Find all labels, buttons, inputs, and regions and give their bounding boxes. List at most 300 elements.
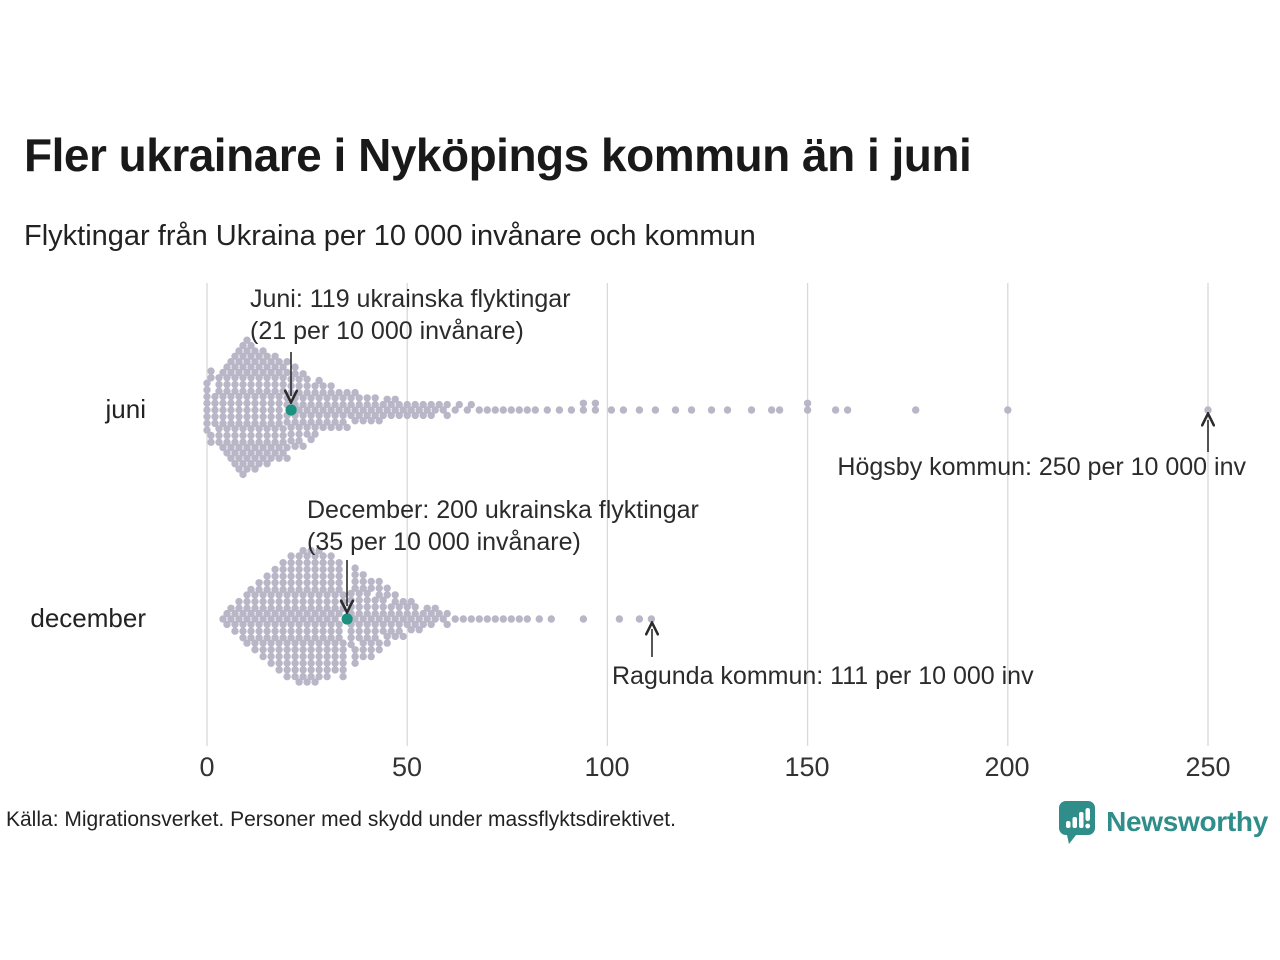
municipality-dot (271, 572, 278, 579)
municipality-dot (283, 653, 290, 660)
municipality-dot (255, 579, 262, 586)
municipality-dot (295, 579, 302, 586)
municipality-dot (311, 579, 318, 586)
municipality-dot (339, 639, 346, 646)
municipality-dot (380, 603, 387, 610)
municipality-dot (327, 572, 334, 579)
municipality-dot (444, 621, 451, 628)
municipality-dot (844, 406, 851, 413)
municipality-dot (456, 401, 463, 408)
municipality-dot (219, 413, 226, 420)
municipality-dot (319, 572, 326, 579)
municipality-dot (299, 653, 306, 660)
municipality-dot (263, 432, 270, 439)
municipality-dot (347, 597, 354, 604)
municipality-dot (556, 406, 563, 413)
municipality-dot (311, 566, 318, 573)
municipality-dot (636, 406, 643, 413)
municipality-dot (299, 666, 306, 673)
municipality-dot (267, 660, 274, 667)
municipality-dot (259, 413, 266, 420)
municipality-dot (287, 627, 294, 634)
municipality-dot (307, 666, 314, 673)
municipality-dot (356, 394, 363, 401)
municipality-dot (368, 578, 375, 585)
municipality-dot (444, 401, 451, 408)
page-title: Fler ukrainare i Nyköpings kommun än i juni (24, 129, 972, 181)
logo-bar-1 (1066, 821, 1071, 828)
municipality-dot (832, 406, 839, 413)
municipality-dot (311, 430, 318, 437)
municipality-dot (203, 393, 210, 400)
municipality-dot (339, 605, 346, 612)
municipality-dot (275, 406, 282, 413)
municipality-dot (351, 660, 358, 667)
municipality-dot (335, 579, 342, 586)
page-subtitle: Flyktingar från Ukraina per 10 000 invånare och kommun (24, 220, 756, 252)
december-annotation-line1: December: 200 ukrainska flyktingar (307, 496, 699, 524)
municipality-dot (360, 646, 367, 653)
municipality-dot (271, 627, 278, 634)
municipality-dot (331, 653, 338, 660)
municipality-dot (327, 559, 334, 566)
municipality-dot (368, 653, 375, 660)
municipality-dot (580, 400, 587, 407)
municipality-dot (279, 432, 286, 439)
municipality-dot (444, 412, 451, 419)
municipality-dot (203, 406, 210, 413)
municipality-dot (636, 615, 643, 622)
row-label-december: december (30, 603, 146, 633)
municipality-dot (211, 413, 218, 420)
municipality-dot (267, 653, 274, 660)
municipality-dot (295, 572, 302, 579)
municipality-dot (311, 572, 318, 579)
municipality-dot (291, 660, 298, 667)
logo-bar-3 (1079, 812, 1084, 828)
municipality-dot (327, 382, 334, 389)
municipality-dot (331, 646, 338, 653)
municipality-dot (279, 572, 286, 579)
municipality-dot (307, 598, 314, 605)
municipality-dot (323, 653, 330, 660)
municipality-dot (283, 660, 290, 667)
municipality-dot (227, 413, 234, 420)
municipality-dot (299, 660, 306, 667)
municipality-dot (776, 406, 783, 413)
municipality-dot (259, 598, 266, 605)
municipality-dot (351, 564, 358, 571)
municipality-dot (804, 406, 811, 413)
municipality-dot (351, 653, 358, 660)
municipality-dot (287, 579, 294, 586)
municipality-dot (492, 406, 499, 413)
municipality-dot (335, 566, 342, 573)
municipality-dot (215, 381, 222, 388)
municipality-dot (303, 572, 310, 579)
municipality-dot (335, 621, 342, 628)
municipality-dot (279, 381, 286, 388)
municipality-dot (307, 653, 314, 660)
municipality-dot (291, 363, 298, 370)
municipality-dot (315, 653, 322, 660)
municipality-dot (295, 627, 302, 634)
municipality-dot (283, 673, 290, 680)
municipality-dot (275, 413, 282, 420)
municipality-dot (339, 653, 346, 660)
municipality-dot (331, 666, 338, 673)
municipality-dot (299, 646, 306, 653)
municipality-dot (239, 627, 246, 634)
municipality-dot (1004, 406, 1011, 413)
municipality-dot (271, 566, 278, 573)
municipality-dot (307, 646, 314, 653)
municipality-dot (492, 615, 499, 622)
municipality-dot (616, 615, 623, 622)
municipality-dot (372, 603, 379, 610)
municipality-dot (327, 627, 334, 634)
municipality-dot (295, 382, 302, 389)
municipality-dot (376, 639, 383, 646)
municipality-dot (267, 406, 274, 413)
municipality-dot (203, 400, 210, 407)
municipality-dot (207, 439, 214, 446)
municipality-dot (347, 634, 354, 641)
municipality-dot (287, 559, 294, 566)
municipality-dot (247, 432, 254, 439)
municipality-dot (203, 420, 210, 427)
municipality-dot (444, 610, 451, 617)
municipality-dot (648, 615, 655, 622)
municipality-dot (315, 673, 322, 680)
municipality-dot (207, 367, 214, 374)
municipality-dot (267, 598, 274, 605)
municipality-dot (327, 566, 334, 573)
municipality-dot (279, 627, 286, 634)
december-annotation-line2: (35 per 10 000 invånare) (307, 528, 581, 556)
municipality-dot (315, 660, 322, 667)
municipality-dot (287, 430, 294, 437)
logo-bar-2 (1073, 817, 1078, 828)
municipality-dot (339, 591, 346, 598)
row-label-juni: juni (105, 394, 146, 424)
municipality-dot (331, 660, 338, 667)
municipality-dot (508, 615, 515, 622)
municipality-dot (295, 566, 302, 573)
municipality-dot (347, 627, 354, 634)
municipality-dot (351, 578, 358, 585)
municipality-dot (311, 559, 318, 566)
municipality-dot (271, 579, 278, 586)
municipality-dot (516, 406, 523, 413)
municipality-dot (243, 598, 250, 605)
municipality-dot (211, 406, 218, 413)
municipality-dot (608, 406, 615, 413)
municipality-dot (315, 598, 322, 605)
municipality-dot (364, 603, 371, 610)
municipality-dot (412, 603, 419, 610)
municipality-dot (804, 400, 811, 407)
municipality-dot (251, 413, 258, 420)
municipality-dot (500, 615, 507, 622)
municipality-dot (251, 598, 258, 605)
municipality-dot (303, 566, 310, 573)
municipality-dot (331, 598, 338, 605)
municipality-dot (275, 646, 282, 653)
municipality-dot (303, 376, 310, 383)
hogsby-annotation: Högsby kommun: 250 per 10 000 inv (837, 453, 1246, 481)
municipality-dot (364, 597, 371, 604)
municipality-dot (688, 406, 695, 413)
municipality-dot (548, 615, 555, 622)
municipality-dot (279, 559, 286, 566)
municipality-dot (912, 406, 919, 413)
municipality-dot (303, 559, 310, 566)
municipality-dot (335, 627, 342, 634)
municipality-dot (291, 653, 298, 660)
municipality-dot (476, 406, 483, 413)
municipality-dot (283, 444, 290, 451)
municipality-dot (400, 633, 407, 640)
municipality-dot (748, 406, 755, 413)
municipality-dot (620, 406, 627, 413)
municipality-dot (295, 430, 302, 437)
logo-exclamation (1086, 808, 1091, 821)
municipality-dot (335, 572, 342, 579)
municipality-dot (376, 578, 383, 585)
municipality-dot (283, 369, 290, 376)
municipality-dot (468, 615, 475, 622)
municipality-dot (271, 432, 278, 439)
municipality-dot (251, 406, 258, 413)
municipality-dot (251, 646, 258, 653)
municipality-dot (580, 406, 587, 413)
municipality-dot (708, 406, 715, 413)
municipality-dot (287, 566, 294, 573)
municipality-dot (203, 386, 210, 393)
municipality-dot (508, 406, 515, 413)
municipality-dot (231, 381, 238, 388)
municipality-dot (319, 566, 326, 573)
municipality-dot (279, 579, 286, 586)
municipality-dot (303, 579, 310, 586)
municipality-dot (360, 571, 367, 578)
municipality-dot (347, 603, 354, 610)
municipality-dot (219, 400, 226, 407)
municipality-dot (360, 653, 367, 660)
municipality-dot (203, 413, 210, 420)
municipality-dot (724, 406, 731, 413)
municipality-dot (315, 666, 322, 673)
municipality-dot (356, 627, 363, 634)
municipality-dot (243, 413, 250, 420)
municipality-dot (259, 653, 266, 660)
municipality-dot (339, 673, 346, 680)
municipality-dot (384, 639, 391, 646)
municipality-dot (235, 406, 242, 413)
municipality-dot (255, 381, 262, 388)
municipality-dot (460, 615, 467, 622)
municipality-dot (259, 406, 266, 413)
municipality-dot (239, 381, 246, 388)
municipality-dot (251, 400, 258, 407)
municipality-dot (295, 559, 302, 566)
municipality-dot (287, 552, 294, 559)
municipality-dot (283, 358, 290, 365)
municipality-dot (376, 585, 383, 592)
municipality-dot (339, 646, 346, 653)
ragunda-annotation: Ragunda kommun: 111 per 10 000 inv (612, 662, 1034, 690)
municipality-dot (323, 673, 330, 680)
municipality-dot (319, 627, 326, 634)
municipality-dot (351, 571, 358, 578)
municipality-dot (368, 646, 375, 653)
municipality-dot (255, 627, 262, 634)
municipality-dot (476, 615, 483, 622)
municipality-dot (279, 425, 286, 432)
municipality-dot (384, 585, 391, 592)
municipality-dot (364, 627, 371, 634)
municipality-dot (235, 400, 242, 407)
municipality-dot (267, 646, 274, 653)
municipality-dot (259, 400, 266, 407)
juni-annotation-line1: Juni: 119 ukrainska flyktingar (250, 285, 571, 313)
municipality-dot (568, 406, 575, 413)
newsworthy-logo[interactable] (1057, 799, 1268, 845)
municipality-dot (323, 660, 330, 667)
x-tick-label-50: 50 (391, 752, 423, 782)
municipality-dot (271, 381, 278, 388)
juni-highlight-dot (285, 404, 296, 415)
municipality-dot (243, 406, 250, 413)
municipality-dot (364, 394, 371, 401)
municipality-dot (235, 413, 242, 420)
municipality-dot (287, 572, 294, 579)
municipality-dot (544, 406, 551, 413)
municipality-dot (768, 406, 775, 413)
municipality-dot (484, 406, 491, 413)
municipality-dot (672, 406, 679, 413)
municipality-dot (231, 627, 238, 634)
source-note: Källa: Migrationsverket. Personer med skydd under massflyktsdirektivet. (6, 808, 676, 831)
newsworthy-logo-icon (1057, 799, 1097, 845)
municipality-dot (592, 400, 599, 407)
municipality-dot (283, 666, 290, 673)
municipality-dot (291, 646, 298, 653)
municipality-dot (299, 598, 306, 605)
municipality-dot (368, 585, 375, 592)
municipality-dot (319, 579, 326, 586)
municipality-dot (376, 646, 383, 653)
municipality-dot (275, 666, 282, 673)
municipality-dot (360, 578, 367, 585)
municipality-dot (356, 603, 363, 610)
municipality-dot (392, 591, 399, 598)
municipality-dot (592, 406, 599, 413)
municipality-dot (275, 598, 282, 605)
municipality-dot (275, 660, 282, 667)
municipality-dot (516, 615, 523, 622)
municipality-dot (247, 627, 254, 634)
municipality-dot (283, 646, 290, 653)
municipality-dot (283, 455, 290, 462)
municipality-dot (339, 660, 346, 667)
municipality-dot (275, 400, 282, 407)
municipality-dot (291, 598, 298, 605)
municipality-dot (267, 413, 274, 420)
municipality-dot (239, 432, 246, 439)
municipality-dot (223, 432, 230, 439)
municipality-dot (299, 443, 306, 450)
municipality-dot (452, 615, 459, 622)
x-tick-label-100: 100 (584, 752, 630, 782)
municipality-dot (283, 598, 290, 605)
municipality-dot (263, 627, 270, 634)
municipality-dot (279, 388, 286, 395)
municipality-dot (303, 382, 310, 389)
municipality-dot (484, 615, 491, 622)
december-annotation (307, 494, 699, 558)
juni-annotation (250, 283, 571, 347)
municipality-dot (524, 615, 531, 622)
municipality-dot (351, 646, 358, 653)
municipality-dot (1204, 406, 1211, 413)
x-tick-label-150: 150 (784, 752, 830, 782)
x-tick-label-250: 250 (1185, 752, 1231, 782)
municipality-dot (223, 381, 230, 388)
municipality-dot (263, 572, 270, 579)
municipality-dot (343, 424, 350, 431)
municipality-dot (327, 579, 334, 586)
municipality-dot (255, 432, 262, 439)
municipality-dot (243, 400, 250, 407)
municipality-dot (235, 598, 242, 605)
municipality-dot (532, 406, 539, 413)
december-swarm (219, 547, 655, 686)
municipality-dot (524, 406, 531, 413)
municipality-dot (356, 597, 363, 604)
municipality-dot (211, 400, 218, 407)
municipality-dot (339, 666, 346, 673)
municipality-dot (291, 666, 298, 673)
municipality-dot (384, 591, 391, 598)
municipality-dot (372, 394, 379, 401)
municipality-dot (263, 381, 270, 388)
municipality-dot (319, 382, 326, 389)
municipality-dot (227, 400, 234, 407)
municipality-dot (315, 646, 322, 653)
municipality-dot (468, 401, 475, 408)
municipality-dot (372, 627, 379, 634)
municipality-dot (215, 432, 222, 439)
municipality-dot (303, 627, 310, 634)
x-tick-label-0: 0 (199, 752, 215, 782)
municipality-dot (259, 646, 266, 653)
municipality-dot (652, 406, 659, 413)
municipality-dot (267, 400, 274, 407)
municipality-dot (323, 598, 330, 605)
x-tick-label-200: 200 (984, 752, 1030, 782)
municipality-dot (580, 615, 587, 622)
municipality-dot (323, 646, 330, 653)
municipality-dot (311, 627, 318, 634)
municipality-dot (319, 559, 326, 566)
december-highlight-dot (342, 613, 353, 624)
juni-annotation-line2: (21 per 10 000 invånare) (250, 317, 524, 345)
municipality-dot (339, 598, 346, 605)
municipality-dot (500, 406, 507, 413)
municipality-dot (536, 615, 543, 622)
